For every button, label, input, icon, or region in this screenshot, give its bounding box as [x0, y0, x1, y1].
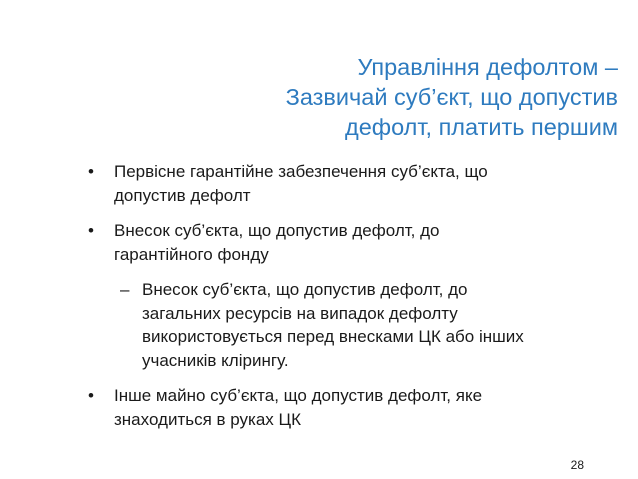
- slide-title-line-2: Зазвичай суб’єкт, що допустив: [285, 84, 618, 110]
- bullet-item-1-line-1: Первісне гарантійне забезпечення суб’єкта, що: [114, 162, 488, 181]
- bullet-marker: •: [88, 386, 94, 405]
- bullet-marker: •: [88, 221, 94, 240]
- sub-bullet-item-1: [88, 278, 608, 372]
- sub-bullet-marker: –: [120, 280, 130, 299]
- bullet-item-2: [88, 219, 608, 266]
- slide-content: [88, 160, 608, 443]
- sub-bullet-item-1-line-1: Внесок суб’єкта, що допустив дефолт, до: [142, 280, 468, 299]
- slide-title-line-3: дефолт, платить першим: [344, 114, 618, 140]
- bullet-item-2-line-1: Внесок суб’єкта, що допустив дефолт, до: [114, 221, 440, 240]
- bullet-item-3-line-1: Інше майно суб’єкта, що допустив дефолт, яке: [114, 386, 483, 405]
- bullet-item-1: [88, 160, 608, 207]
- bullet-item-1-line-2: допустив дефолт: [114, 185, 251, 205]
- bullet-item-2-line-2: гарантійного фонду: [114, 244, 269, 264]
- sub-bullet-item-1-line-2: загальних ресурсів на випадок дефолту: [142, 303, 458, 323]
- bullet-item-3: [88, 384, 608, 431]
- sub-bullet-item-1-line-3: використовується перед внесками ЦК або інших: [142, 327, 524, 346]
- bullet-item-3-line-2: знаходиться в руках ЦК: [114, 409, 301, 429]
- slide-title-line-1: Управління дефолтом –: [357, 54, 618, 80]
- sub-bullet-item-1-line-4: учасників клірингу.: [142, 350, 289, 370]
- slide-title: [58, 52, 618, 142]
- page-number: 28: [570, 458, 584, 472]
- bullet-marker: •: [88, 162, 94, 181]
